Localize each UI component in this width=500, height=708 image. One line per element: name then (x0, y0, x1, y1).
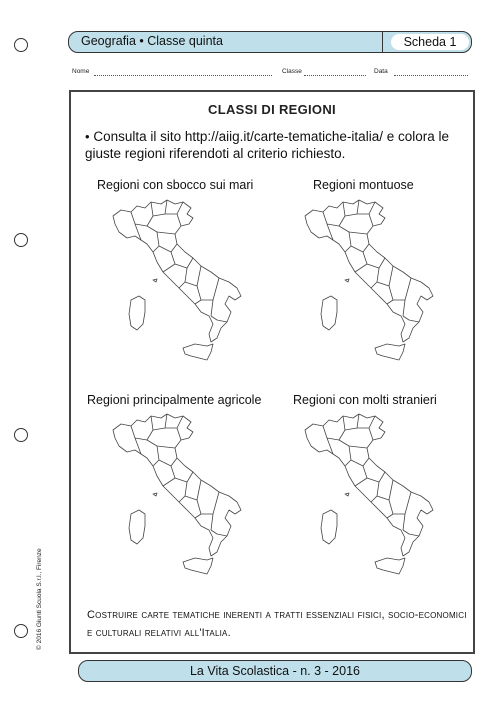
binder-hole-3 (14, 428, 28, 442)
copyright-notice: © 2016 Giunti Scuola S.r.l., Firenze (36, 548, 43, 650)
italy-map-agriculture[interactable] (101, 410, 261, 590)
class-field[interactable] (304, 75, 366, 76)
map-label-seas: Regioni con sbocco sui mari (97, 178, 254, 192)
italy-map-foreigners[interactable] (293, 410, 453, 590)
instruction-text: Consulta il sito http://aiig.it/carte-tematiche-italia/ e colora le giuste regioni riferendoti al criterio richiesto. (85, 129, 449, 161)
bullet-icon: • (85, 129, 90, 144)
class-label: Classe (282, 68, 302, 75)
instruction (85, 128, 465, 162)
worksheet-frame (69, 90, 475, 654)
worksheet-title: CLASSI DI REGIONI (208, 102, 336, 117)
date-field[interactable] (394, 75, 468, 76)
subject-label: Geografia • Classe quinta (81, 34, 223, 48)
student-fields (70, 68, 470, 80)
header-bar (68, 31, 472, 53)
header-divider (382, 32, 383, 52)
binder-hole-4 (14, 624, 28, 638)
map-label-mountains: Regioni montuose (313, 178, 414, 192)
italy-map-mountains[interactable] (293, 196, 453, 376)
date-label: Data (374, 68, 388, 75)
footer-bar: La Vita Scolastica - n. 3 - 2016 (78, 660, 472, 682)
name-field[interactable] (94, 75, 272, 76)
map-label-foreigners: Regioni con molti stranieri (293, 393, 437, 407)
learning-objective: Costruire carte tematiche inerenti a tratti essenziali fisici, socio-economici e culturali relativi all'Italia. (87, 609, 467, 639)
name-label: Nome (72, 68, 90, 75)
italy-map-seas[interactable] (101, 196, 261, 376)
map-label-agriculture: Regioni principalmente agricole (87, 393, 262, 407)
sheet-label: Scheda 1 (391, 34, 469, 50)
binder-hole-2 (14, 233, 28, 247)
binder-hole-1 (14, 38, 28, 52)
